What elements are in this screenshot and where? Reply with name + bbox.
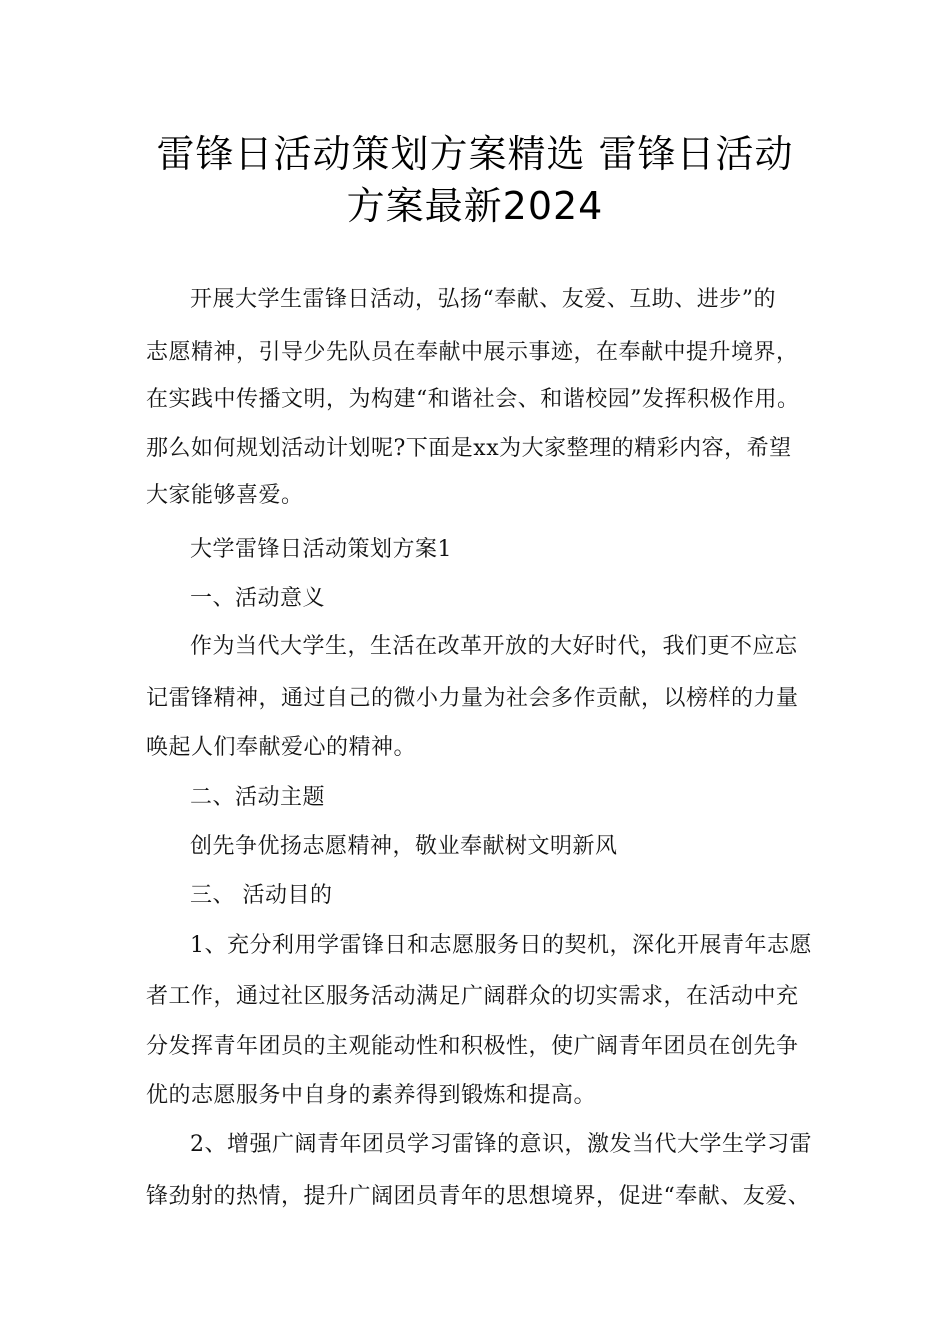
body-text-line: 者工作，通过社区服务活动满足广阔群众的切实需求，在活动中充 [146,984,799,1009]
body-text-line: 锋劲射的热情，提升广阔团员青年的思想境界，促进“奉献、友爱、 [146,1184,811,1209]
body-text-line: 优的志愿服务中自身的素养得到锻炼和提高。 [146,1083,597,1108]
body-text-line: 分发挥青年团员的主观能动性和积极性，使广阔青年团员在创先争 [146,1034,799,1059]
body-text-line: 2、增强广阔青年团员学习雷锋的意识，激发当代大学生学习雷 [190,1132,812,1157]
section-heading: 二、活动主题 [190,785,326,810]
body-text-line: 志愿精神，引导少先队员在奉献中展示事迹，在奉献中提升境界， [146,340,799,365]
body-text-line: 1、充分利用学雷锋日和志愿服务日的契机，深化开展青年志愿 [190,933,812,958]
body-text-line: 作为当代大学生，生活在改革开放的大好时代，我们更不应忘 [190,634,798,659]
body-text-line: 开展大学生雷锋日活动，弘扬“奉献、友爱、互助、进步”的 [190,287,776,312]
section-heading: 一、活动意义 [190,586,326,611]
section-heading: 三、 活动目的 [190,883,333,908]
body-text-line: 大家能够喜爱。 [146,483,304,508]
body-text-line: 那么如何规划活动计划呢?下面是xx为大家整理的精彩内容，希望 [146,436,792,461]
body-text-line: 在实践中传播文明，为构建“和谐社会、和谐校园”发挥积极作用。 [146,387,800,412]
body-text-line: 唤起人们奉献爱心的精神。 [146,735,417,760]
body-text-line: 创先争优扬志愿精神，敬业奉献树文明新风 [190,834,618,859]
body-text-line: 记雷锋精神，通过自己的微小力量为社会多作贡献，以榜样的力量 [146,686,799,711]
document-title-line-1: 雷锋日活动策划方案精选 雷锋日活动 [156,132,794,176]
document-title-line-2: 方案最新2024 [346,184,604,228]
section-heading: 大学雷锋日活动策划方案1 [190,537,452,562]
